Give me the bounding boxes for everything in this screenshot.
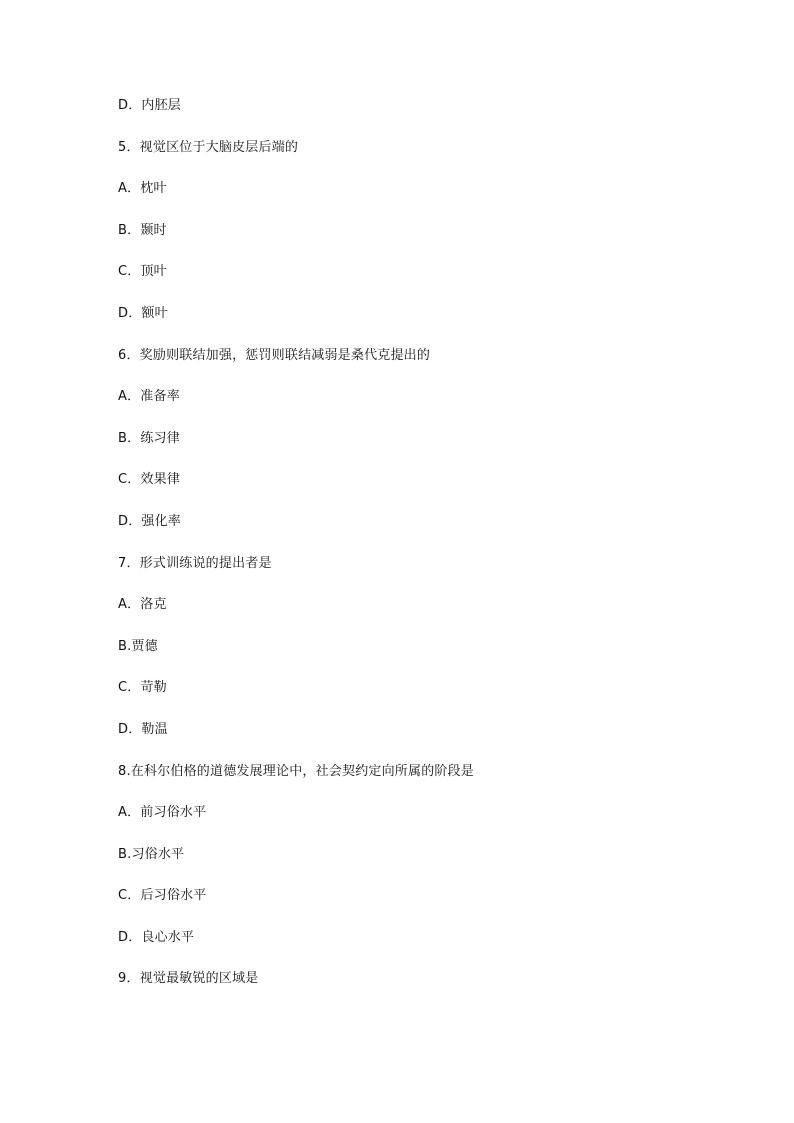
option-line-b: B.习俗水平 [118,846,185,862]
option-line-a: A．前习俗水平 [118,805,207,821]
question-5: 5．视觉区位于大脑皮层后端的 [118,139,299,155]
option-line-d: D．强化率 [118,513,182,529]
option-line-d-endoderm: D．内胚层 [118,98,182,113]
question-9: 9．视觉最敏锐的区域是 [118,971,259,987]
option-line-c: C．苛勒 [118,680,167,696]
question-8: 8.在科尔伯格的道德发展理论中，社会契约定向所属的阶段是 [118,763,475,779]
option-line-c: C．后习俗水平 [118,888,207,904]
question-list [118,96,738,1011]
option-line-a: A．洛克 [118,597,167,613]
option-line-b: B．颞时 [118,222,167,238]
question-6: 6．奖励则联结加强，惩罚则联结减弱是桑代克提出的 [118,347,431,363]
option-line-b: B.贾德 [118,638,158,654]
option-line-d: D．良心水平 [118,929,195,945]
option-line-b: B．练习律 [118,430,180,446]
question-7: 7．形式训练说的提出者是 [118,555,272,571]
option-line-a: A．枕叶 [118,181,167,197]
option-line-d: D．勒温 [118,721,168,737]
option-line-d: D．额叶 [118,305,168,321]
option-line-a: A．准备率 [118,389,180,405]
option-line-c: C．效果律 [118,472,181,488]
option-line-c: C．顶叶 [118,264,167,280]
